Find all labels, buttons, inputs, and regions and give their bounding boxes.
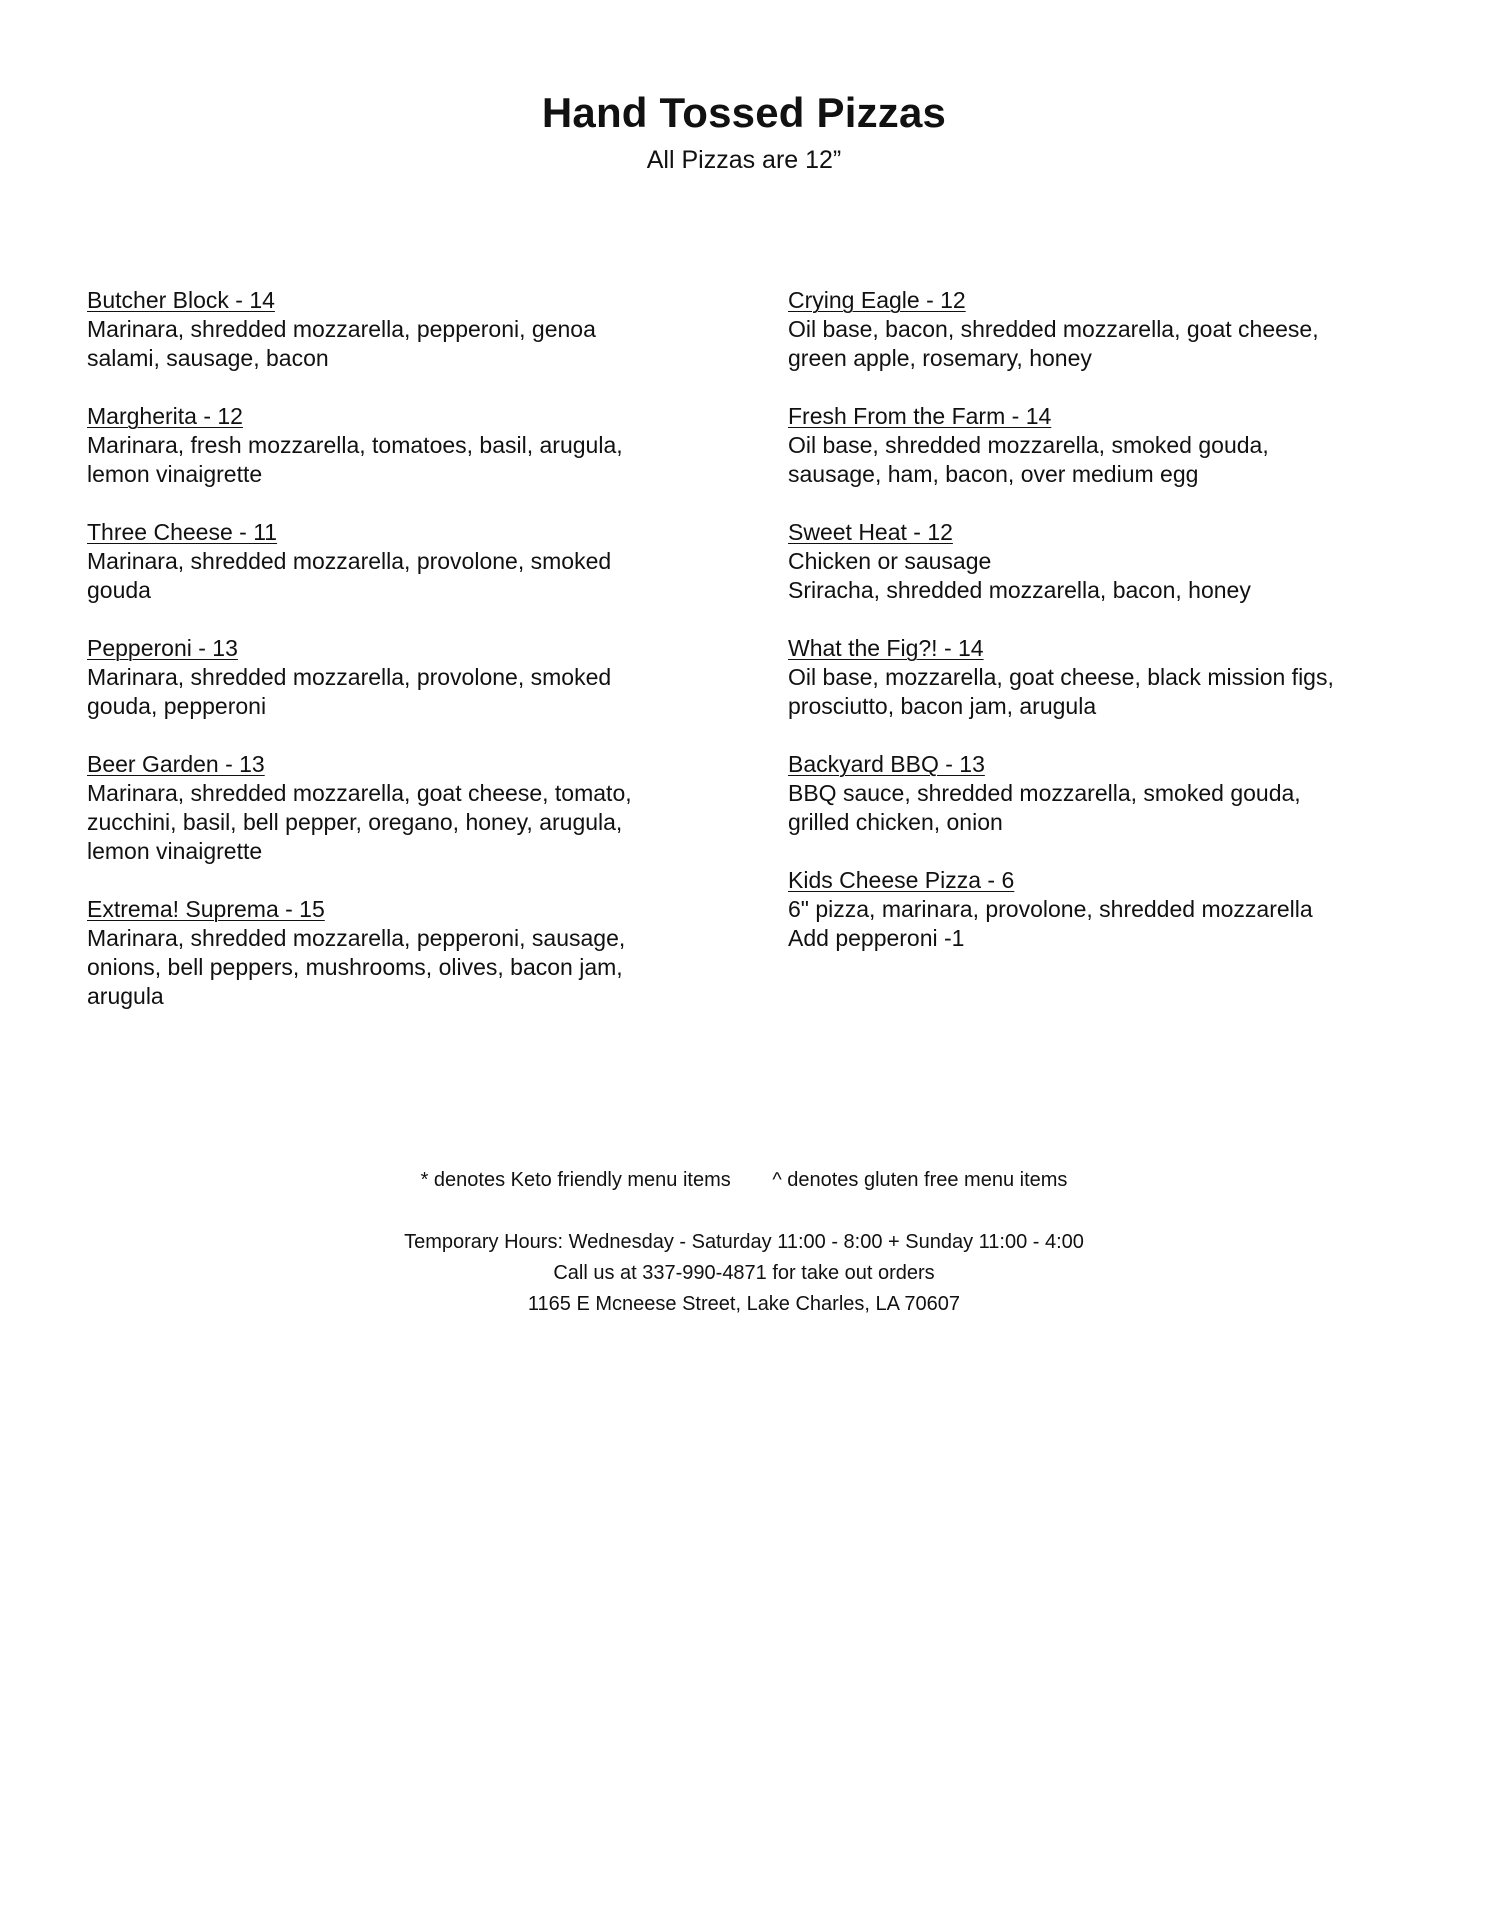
right-menu-column	[788, 286, 1428, 982]
legend-gluten-free: ^ denotes gluten free menu items	[772, 1169, 1068, 1191]
menu-item-description: onions, bell peppers, mushrooms, olives, bacon jam,	[87, 954, 623, 980]
menu-item	[87, 634, 727, 721]
menu-item-description: Chicken or sausage	[788, 548, 992, 574]
legend	[0, 1166, 1488, 1194]
menu-item-description: Oil base, bacon, shredded mozzarella, goat cheese,	[788, 316, 1319, 342]
phone-text: Call us at 337-990-4871 for take out orders	[553, 1262, 935, 1284]
page-subtitle: All Pizzas are 12”	[646, 146, 842, 174]
menu-item-name: Fresh From the Farm - 14	[788, 403, 1052, 429]
menu-item-description: Marinara, shredded mozzarella, provolone, smoked	[87, 548, 612, 574]
menu-item-name: Pepperoni - 13	[87, 635, 238, 661]
menu-item	[87, 518, 727, 605]
menu-item	[87, 895, 727, 1011]
menu-item	[87, 750, 727, 866]
menu-item-description: lemon vinaigrette	[87, 461, 263, 487]
menu-item-name: Extrema! Suprema - 15	[87, 896, 325, 922]
menu-item-description: Add pepperoni -1	[788, 925, 965, 951]
menu-item-description: zucchini, basil, bell pepper, oregano, honey, arugula,	[87, 809, 623, 835]
menu-item-description: Marinara, shredded mozzarella, goat cheese, tomato,	[87, 780, 632, 806]
menu-item	[788, 634, 1428, 721]
menu-item	[87, 286, 727, 373]
page-title: Hand Tossed Pizzas	[541, 89, 947, 136]
menu-item	[788, 866, 1428, 953]
hours-text: Temporary Hours: Wednesday - Saturday 11:00 - 8:00 + Sunday 11:00 - 4:00	[404, 1231, 1084, 1253]
menu-item	[788, 518, 1428, 605]
menu-item-name: Backyard BBQ - 13	[788, 751, 985, 777]
menu-item-description: Marinara, shredded mozzarella, provolone, smoked	[87, 664, 612, 690]
menu-item-description: green apple, rosemary, honey	[788, 345, 1092, 371]
menu-item-name: Kids Cheese Pizza - 6	[788, 867, 1015, 893]
menu-item-description: Marinara, shredded mozzarella, pepperoni, sausage,	[87, 925, 626, 951]
menu-item	[788, 286, 1428, 373]
menu-item-description: gouda, pepperoni	[87, 693, 267, 719]
menu-footer	[0, 1166, 1488, 1320]
menu-item	[788, 750, 1428, 837]
menu-item-description: Oil base, shredded mozzarella, smoked gouda,	[788, 432, 1269, 458]
menu-item-name: Sweet Heat - 12	[788, 519, 953, 545]
menu-item-description: Sriracha, shredded mozzarella, bacon, honey	[788, 577, 1251, 603]
left-menu-column	[87, 286, 727, 1040]
menu-item-description: arugula	[87, 983, 164, 1009]
menu-item-name: What the Fig?! - 14	[788, 635, 984, 661]
menu-item-description: prosciutto, bacon jam, arugula	[788, 693, 1097, 719]
menu-item-name: Crying Eagle - 12	[788, 287, 966, 313]
menu-item-description: Marinara, fresh mozzarella, tomatoes, basil, arugula,	[87, 432, 623, 458]
menu-item-name: Margherita - 12	[87, 403, 243, 429]
legend-keto: * denotes Keto friendly menu items	[420, 1169, 731, 1191]
menu-item-description: Marinara, shredded mozzarella, pepperoni, genoa	[87, 316, 596, 342]
menu-item-description: gouda	[87, 577, 151, 603]
menu-item-description: Oil base, mozzarella, goat cheese, black mission figs,	[788, 664, 1334, 690]
menu-item-description: lemon vinaigrette	[87, 838, 263, 864]
menu-item-name: Three Cheese - 11	[87, 519, 278, 545]
menu-item-description: BBQ sauce, shredded mozzarella, smoked gouda,	[788, 780, 1301, 806]
menu-item-description: grilled chicken, onion	[788, 809, 1003, 835]
address-text: 1165 E Mcneese Street, Lake Charles, LA 70607	[527, 1293, 961, 1315]
menu-item-name: Beer Garden - 13	[87, 751, 265, 777]
menu-item-description: 6" pizza, marinara, provolone, shredded mozzarella	[788, 896, 1313, 922]
menu-item	[788, 402, 1428, 489]
menu-item-name: Butcher Block - 14	[87, 287, 275, 313]
menu-item-description: salami, sausage, bacon	[87, 345, 329, 371]
menu-item-description: sausage, ham, bacon, over medium egg	[788, 461, 1199, 487]
menu-header	[0, 88, 1488, 176]
menu-item	[87, 402, 727, 489]
